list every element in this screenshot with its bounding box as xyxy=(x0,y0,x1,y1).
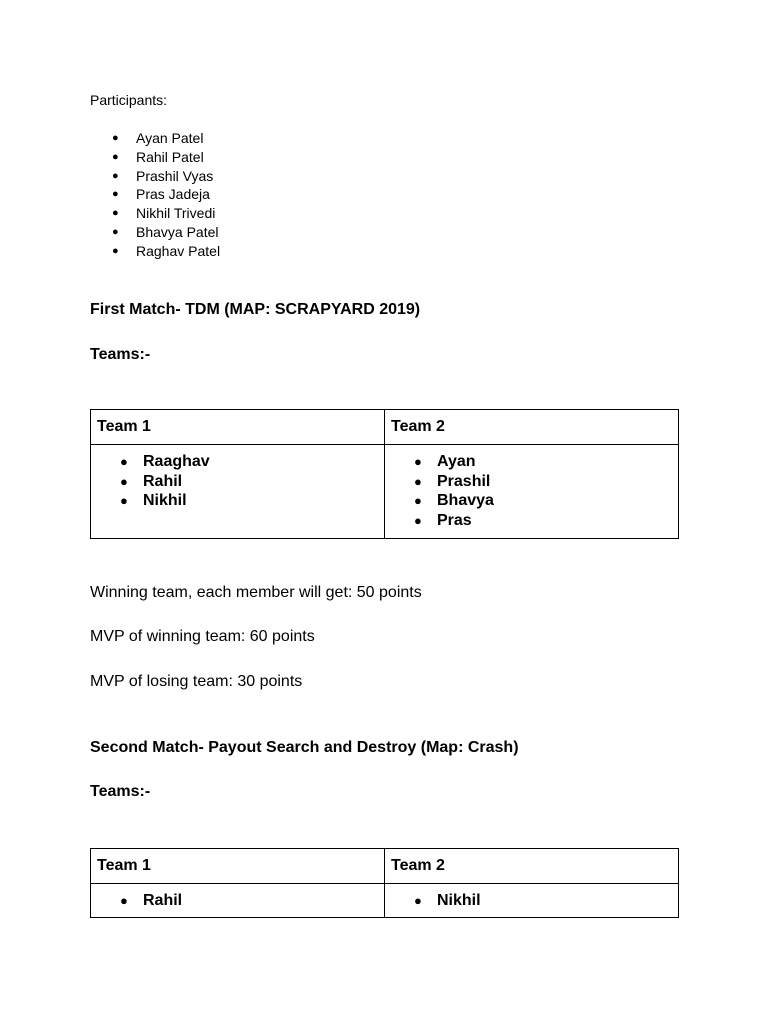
participants-label: Participants: xyxy=(90,92,168,108)
team-member: ● Ayan xyxy=(391,452,672,472)
table-row xyxy=(91,884,679,918)
team-member: ● Rahil xyxy=(97,891,378,911)
team2-header: Team 2 xyxy=(385,849,679,884)
list-item: ● Nikhil Trivedi xyxy=(90,205,220,224)
match1-teams-label: Teams:- xyxy=(90,346,151,363)
match2-teams-label: Teams:- xyxy=(90,783,151,800)
team2-cell xyxy=(385,445,679,539)
team1-header: Team 1 xyxy=(91,410,385,445)
team1-members xyxy=(97,884,378,917)
table-row xyxy=(91,445,679,539)
list-item: ● Prashil Vyas xyxy=(90,168,220,187)
match2-teams-table xyxy=(90,848,679,918)
participants-list xyxy=(90,130,220,262)
winning-team-points: Winning team, each member will get: 50 points xyxy=(90,584,422,601)
team-member: ● Nikhil xyxy=(97,491,378,511)
team1-cell xyxy=(91,884,385,918)
list-item: ● Bhavya Patel xyxy=(90,224,220,243)
team2-cell xyxy=(385,884,679,918)
team1-header: Team 1 xyxy=(91,849,385,884)
team2-members xyxy=(391,884,672,917)
table-header-row xyxy=(91,410,679,445)
team-member: ● Bhavya xyxy=(391,491,672,511)
list-item: ● Pras Jadeja xyxy=(90,186,220,205)
mvp-losing-points: MVP of losing team: 30 points xyxy=(90,673,303,690)
team-member: ● Pras xyxy=(391,511,672,531)
match2-title: Second Match- Payout Search and Destroy (Map: Crash) xyxy=(90,739,519,756)
team-member: ● Prashil xyxy=(391,472,672,492)
list-item: ● Ayan Patel xyxy=(90,130,220,149)
team2-members xyxy=(391,445,672,538)
match1-title: First Match- TDM (MAP: SCRAPYARD 2019) xyxy=(90,301,421,318)
team1-members xyxy=(97,445,378,519)
team2-header: Team 2 xyxy=(385,410,679,445)
team-member: ● Nikhil xyxy=(391,891,672,911)
team1-cell xyxy=(91,445,385,539)
match1-teams-table xyxy=(90,409,679,539)
mvp-winning-points: MVP of winning team: 60 points xyxy=(90,628,315,645)
team-member: ● Rahil xyxy=(97,472,378,492)
table-header-row xyxy=(91,849,679,884)
team-member: ● Raaghav xyxy=(97,452,378,472)
list-item: ● Rahil Patel xyxy=(90,149,220,168)
list-item: ● Raghav Patel xyxy=(90,243,220,262)
